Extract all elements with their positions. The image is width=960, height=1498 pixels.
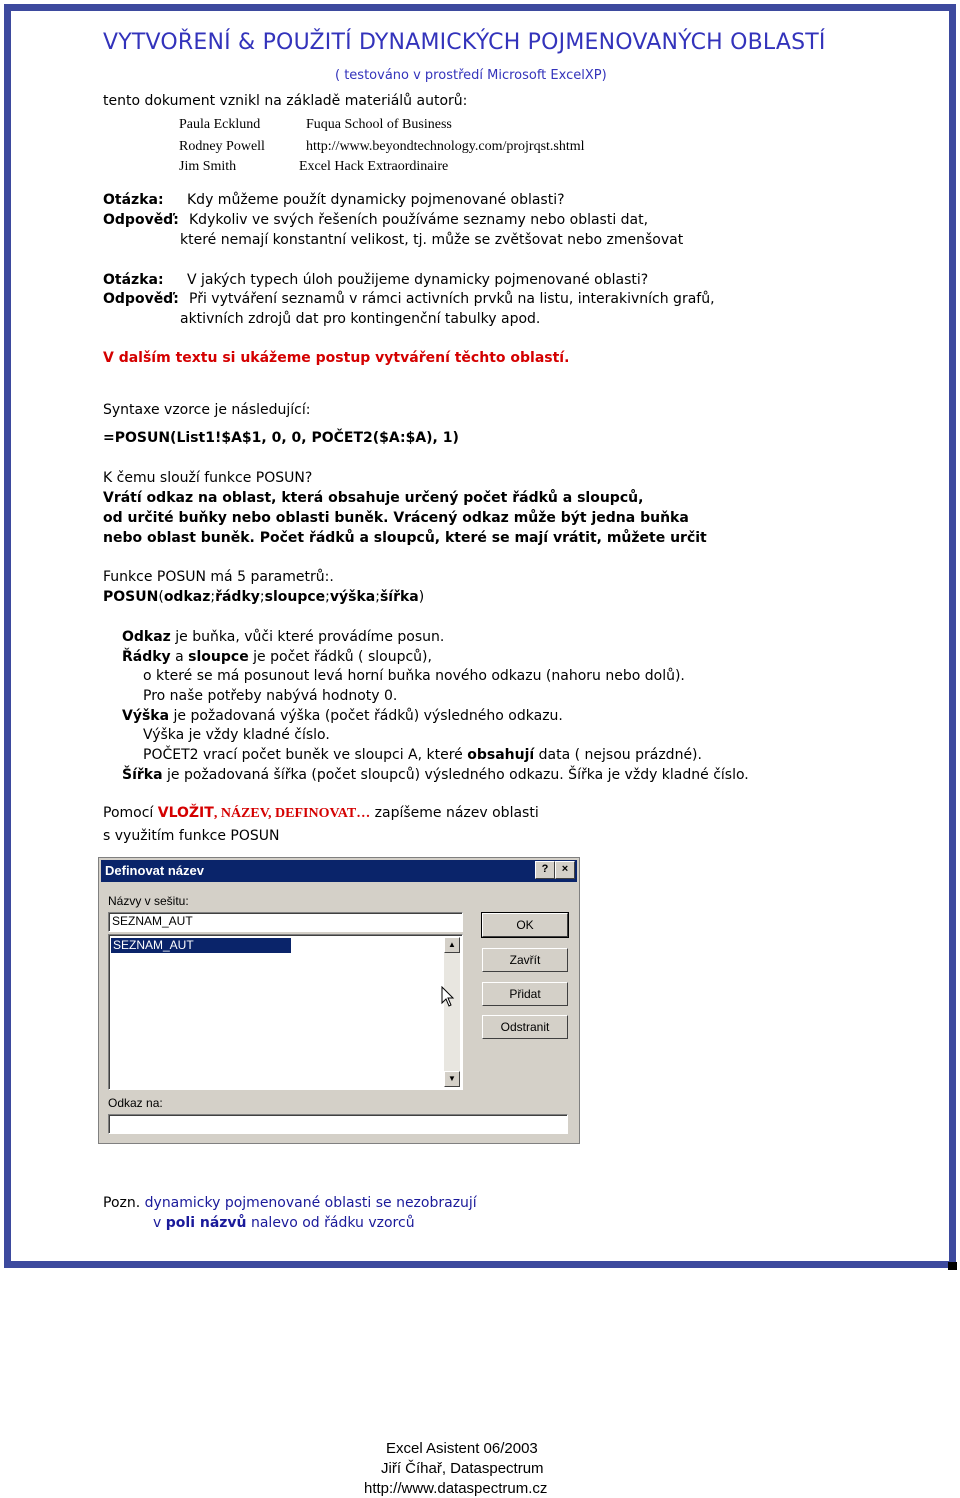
author-name: Jim Smith [179,159,237,174]
reference-label: Odkaz na: [108,1096,163,1110]
remove-button[interactable]: Odstranit [482,1015,568,1039]
sig-sep: ; [325,589,330,605]
sig-sirka: šířka [379,589,419,605]
author-name: Paula Ecklund [179,117,261,132]
question-label: Otázka: [103,272,164,288]
syntax-label: Syntaxe vzorce je následující: [103,402,311,418]
mouse-cursor-icon [441,986,455,1008]
param-sirka [122,767,749,783]
text-part: Pomocí [103,805,158,821]
ok-button[interactable]: OK [482,913,568,937]
highlight-text: V dalším textu si ukážeme postup vytváření těchto oblastí. [103,350,570,366]
note-bold: poli názvů [165,1215,247,1231]
param-desc-line [143,747,702,763]
names-label: Názvy v sešitu: [108,894,189,908]
author-source: http://www.beyondtechnology.com/projrqst.shtml [306,139,585,154]
desc-part: data ( nejsou prázdné). [534,747,702,763]
param-vyska [122,708,563,724]
purpose-line: Vrátí odkaz na oblast, která obsahuje určený počet řádků a sloupců, [103,490,644,506]
param-term: Odkaz [122,629,171,645]
note [103,1195,477,1211]
intro-text: tento dokument vznikl na základě materiálů autorů: [103,93,468,109]
scroll-down-icon[interactable]: ▼ [444,1071,460,1087]
dialog-titlebar [101,860,577,882]
footer-line: Excel Asistent 06/2003 [386,1440,538,1457]
param-desc: je počet řádků ( sloupců), [248,649,432,665]
footer-line: Jiří Číhař, Dataspectrum [381,1460,544,1477]
sig-close: ) [418,589,425,605]
close-icon[interactable]: × [555,861,575,879]
param-odkaz [122,629,444,645]
name-input[interactable]: SEZNAM_AUT [108,912,463,932]
purpose-question: K čemu slouží funkce POSUN? [103,470,313,486]
note-text: v [153,1215,166,1231]
question-text: Kdy můžeme použít dynamicky pojmenované oblasti? [187,192,565,208]
note-text: nalevo od řádku vzorců [246,1215,415,1231]
answer-label: Odpověď: [103,212,179,228]
note-text: dynamicky pojmenované oblasti se nezobrazují [144,1195,477,1211]
param-desc: a [170,649,189,665]
answer-line: Při vytváření seznamů v rámci activních prvků na listu, interakivních grafů, [189,291,715,307]
scrollbar[interactable] [444,937,460,1087]
param-radky [122,649,432,665]
answer-line: které nemají konstantní velikost, tj. může se zvětšovat nebo zmenšovat [180,232,684,248]
help-button[interactable]: ? [535,861,555,879]
param-desc: je buňka, vůči které provádíme posun. [170,629,445,645]
param-desc: je požadovaná výška (počet řádků) výsledného odkazu. [169,708,563,724]
param-desc-line: Pro naše potřeby nabývá hodnoty 0. [143,688,398,704]
purpose-line: nebo oblast buněk. Počet řádků a sloupců, které se mají vrátit, můžete určit [103,530,707,546]
param-term: Výška [122,708,170,724]
reference-input[interactable] [108,1114,568,1134]
param-term: Řádky [122,649,171,665]
menu-path: , NÁZEV, DEFINOVAT… [213,806,371,821]
sig-open: ( [158,589,164,605]
param-desc-line: o které se má posunout levá horní buňka nového odkazu (nahoru nebo dolů). [143,668,685,684]
list-item[interactable]: SEZNAM_AUT [111,938,291,953]
sig-radky: řádky [215,589,260,605]
params-label: Funkce POSUN má 5 parametrů:. [103,569,334,585]
names-list[interactable] [108,934,463,1090]
author-source: Fuqua School of Business [306,117,452,132]
menu-instruction [103,805,539,822]
sig-sloupce: sloupce [264,589,326,605]
page-title: VYTVOŘENÍ & POUŽITÍ DYNAMICKÝCH POJMENOVANÝCH OBLASTÍ [103,30,826,55]
close-button[interactable]: Zavřít [482,948,568,972]
answer-line: Kdykoliv ve svých řešeních používáme seznamy nebo oblasti dat, [189,212,649,228]
menu-vlozit: VLOŽIT [157,805,214,821]
menu-instruction-line2: s využitím funkce POSUN [103,828,280,844]
param-desc: je požadovaná šířka (počet sloupců) výsledného odkazu. Šířka je vždy kladné číslo. [162,767,749,783]
frame-corner [948,1262,957,1270]
question-label: Otázka: [103,192,164,208]
question-text: V jakých typech úloh použijeme dynamicky pojmenované oblasti? [187,272,649,288]
answer-label: Odpověď: [103,291,179,307]
answer-line: aktivních zdrojů dat pro kontingenční tabulky apod. [180,311,541,327]
function-signature [103,589,424,605]
dialog-title: Definovat název [105,863,204,878]
desc-part: POČET2 vrací počet buněk ve sloupci A, které [143,747,468,763]
author-name: Rodney Powell [179,139,265,154]
sig-sep: ; [259,589,265,605]
page-subtitle: ( testováno v prostředí Microsoft ExcelXP) [335,68,607,83]
formula: =POSUN(List1!$A$1, 0, 0, POČET2($A:$A), 1) [103,430,459,446]
purpose-line: od určité buňky nebo oblasti buněk. Vrácený odkaz může být jedna buňka [103,510,689,526]
note-label: Pozn. [103,1195,145,1211]
define-name-dialog [98,857,580,1144]
sig-sep: ; [210,589,216,605]
param-desc-line: Výška je vždy kladné číslo. [143,727,330,743]
sig-odkaz: odkaz [163,589,211,605]
note-line2 [153,1215,415,1231]
param-term: sloupce [188,649,249,665]
author-source: Excel Hack Extraordinaire [299,159,449,174]
text-part: zapíšeme název oblasti [370,805,539,821]
param-term: Šířka [122,767,163,783]
add-button[interactable]: Přidat [482,982,568,1006]
footer-link[interactable]: http://www.dataspectrum.cz [364,1480,548,1497]
scroll-up-icon[interactable]: ▲ [444,937,460,953]
sig-sep: ; [375,589,380,605]
desc-bold: obsahují [467,747,535,763]
sig-fn: POSUN [103,589,159,605]
sig-vyska: výška [329,589,376,605]
